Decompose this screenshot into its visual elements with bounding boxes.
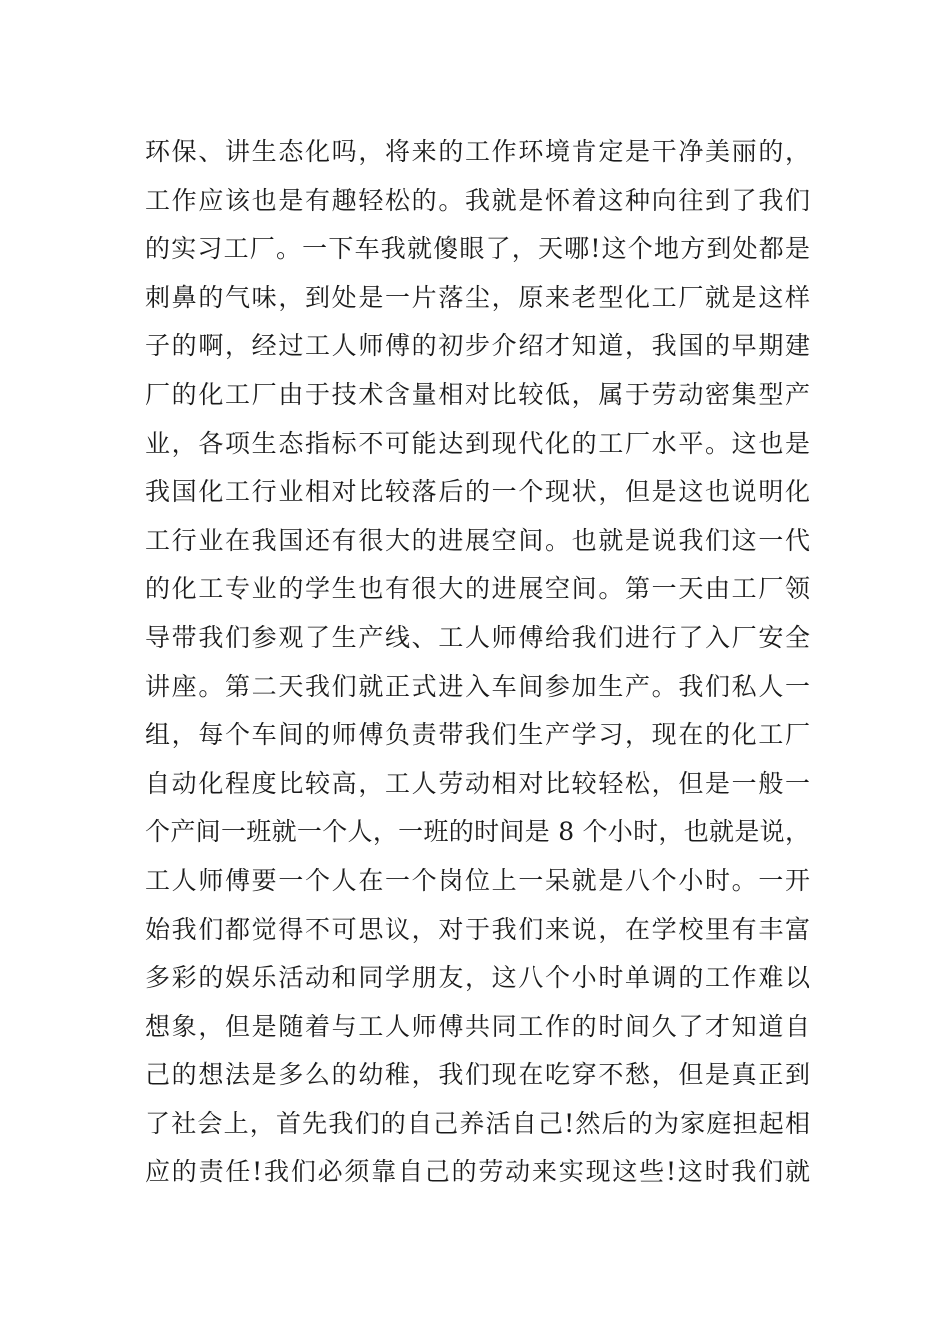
text-line-18: 多彩的娱乐活动和同学朋友，这八个小时单调的工作难以: [145, 963, 810, 993]
text-line-6: 厂的化工厂由于技术含量相对比较低，属于劳动密集型产: [145, 379, 810, 409]
text-line-9: 工行业在我国还有很大的进展空间。也就是说我们这一代: [145, 525, 810, 555]
text-line-2: 工作应该也是有趣轻松的。我就是怀着这种向往到了我们: [145, 185, 810, 215]
text-line-12: 讲座。第二天我们就正式进入车间参加生产。我们私人一: [145, 671, 810, 701]
text-line-22: 应的责任!我们必须靠自己的劳动来实现这些!这时我们就: [145, 1157, 810, 1187]
text-line-19: 想象，但是随着与工人师傅共同工作的时间久了才知道自: [145, 1011, 810, 1041]
text-line-4: 刺鼻的气味，到处是一片落尘，原来老型化工厂就是这样: [145, 282, 810, 312]
text-line-21: 了社会上，首先我们的自己养活自己!然后的为家庭担起相: [145, 1108, 810, 1138]
text-line-5: 子的啊，经过工人师傅的初步介绍才知道，我国的早期建: [145, 331, 810, 361]
text-line-7: 业，各项生态指标不可能达到现代化的工厂水平。这也是: [145, 428, 810, 458]
text-line-17: 始我们都觉得不可思议，对于我们来说，在学校里有丰富: [145, 914, 810, 944]
text-line-14: 自动化程度比较高，工人劳动相对比较轻松，但是一般一: [145, 768, 810, 798]
text-line-8: 我国化工行业相对比较落后的一个现状，但是这也说明化: [145, 477, 810, 507]
text-line-15: 个产间一班就一个人，一班的时间是 8 个小时，也就是说，: [145, 817, 810, 847]
text-line-13: 组，每个车间的师傅负责带我们生产学习，现在的化工厂: [145, 720, 810, 750]
text-line-1: 环保、讲生态化吗，将来的工作环境肯定是干净美丽的，: [145, 137, 810, 166]
body-text: [145, 128, 810, 1197]
text-line-10: 的化工专业的学生也有很大的进展空间。第一天由工厂领: [145, 574, 810, 604]
text-line-20: 己的想法是多么的幼稚，我们现在吃穿不愁，但是真正到: [145, 1060, 810, 1090]
text-line-16: 工人师傅要一个人在一个岗位上一呆就是八个小时。一开: [145, 865, 810, 895]
text-line-11: 导带我们参观了生产线、工人师傅给我们进行了入厂安全: [145, 622, 810, 652]
text-line-3: 的实习工厂。一下车我就傻眼了，天哪!这个地方到处都是: [145, 234, 810, 264]
